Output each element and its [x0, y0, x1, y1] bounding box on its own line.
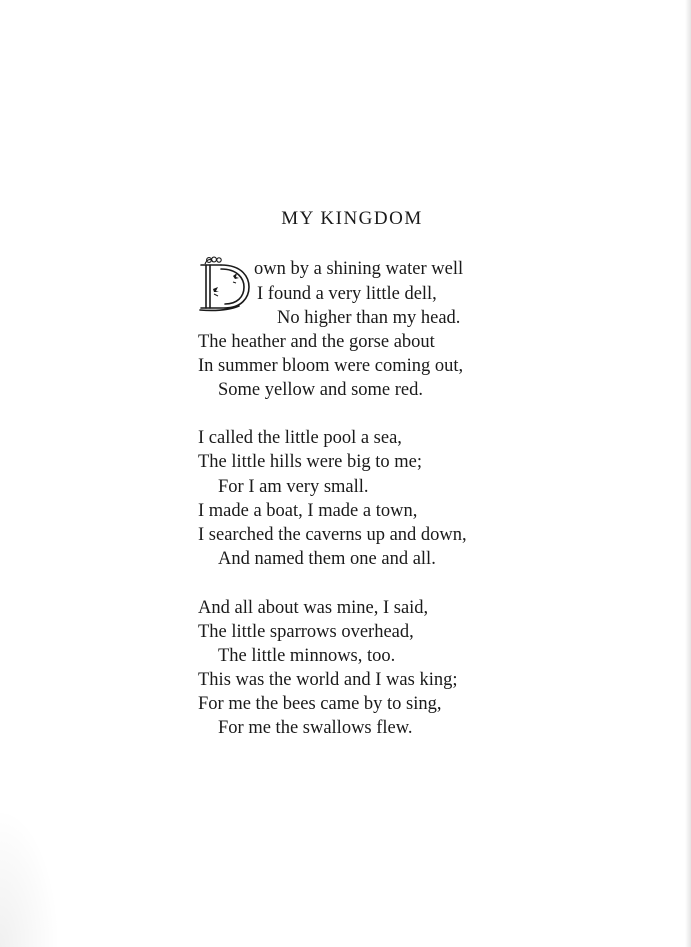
poem-line: And named them one and all. — [218, 549, 436, 569]
poem-line: For me the swallows flew. — [218, 718, 413, 738]
poem-line: I called the little pool a sea, — [198, 428, 402, 448]
drop-cap-d-icon — [199, 256, 253, 314]
poem-line: own by a shining water well — [254, 259, 464, 279]
poem-line: The little hills were big to me; — [198, 452, 423, 472]
poem-line: I searched the caverns up and down, — [198, 525, 467, 545]
poem-line: For I am very small. — [218, 477, 369, 497]
poem-line: Some yellow and some red. — [218, 380, 423, 400]
poem-line: I found a very little dell, — [257, 284, 437, 304]
poem-line: No higher than my head. — [277, 308, 461, 328]
poem-line: In summer bloom were coming out, — [198, 356, 464, 376]
poem-line: The heather and the gorse about — [198, 332, 435, 352]
poem-line: And all about was mine, I said, — [198, 598, 429, 618]
poem-title: MY KINGDOM — [281, 208, 423, 229]
poem-line: I made a boat, I made a town, — [198, 501, 418, 521]
poem-line: For me the bees came by to sing, — [198, 694, 442, 714]
poem-line: The little sparrows overhead, — [198, 622, 414, 642]
poem-line: The little minnows, too. — [218, 646, 396, 666]
page-corner-shadow — [0, 807, 60, 947]
poem-line: This was the world and I was king; — [198, 670, 458, 690]
page-edge-shadow — [685, 0, 691, 947]
